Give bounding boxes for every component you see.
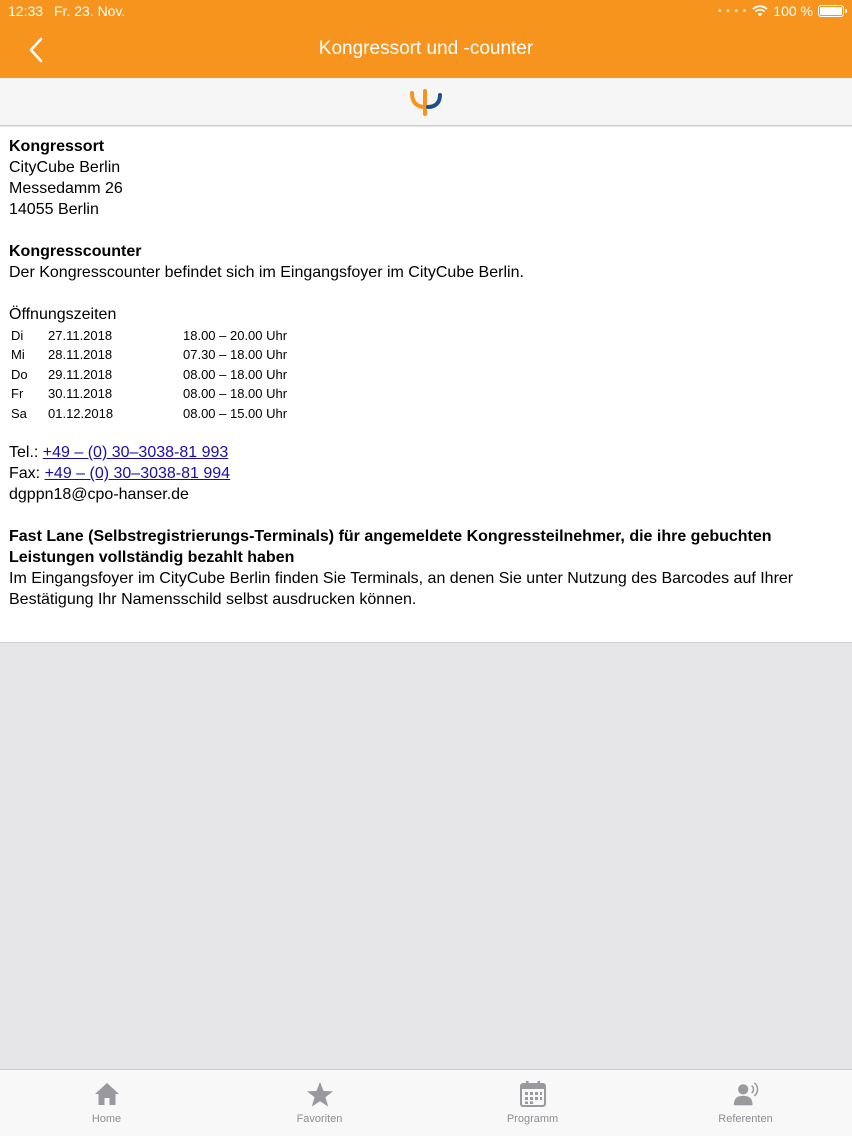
- venue-city: 14055 Berlin: [9, 201, 99, 218]
- status-indicators: [718, 3, 844, 19]
- content-panel: [0, 127, 852, 643]
- hours-date: 29.11.2018: [48, 366, 113, 382]
- hours-table: [9, 326, 287, 423]
- signal-icon: • • • •: [717, 5, 748, 17]
- hours-day: Do: [11, 366, 28, 382]
- hours-day: Sa: [11, 405, 27, 421]
- navigation-header: [0, 0, 852, 78]
- hours-date: 30.11.2018: [48, 386, 113, 402]
- hours-time: 08.00 – 18.00 Uhr: [183, 366, 288, 382]
- venue-heading: Kongressort: [9, 138, 105, 155]
- hours-day: Fr: [11, 386, 24, 402]
- fax-line: [9, 463, 843, 484]
- table-row: [9, 365, 287, 384]
- venue-street: Messedamm 26: [9, 180, 123, 197]
- battery-icon: [818, 5, 844, 17]
- phone-link[interactable]: +49 – (0) 30–3038-81 993: [42, 444, 229, 462]
- hours-section: [9, 304, 843, 423]
- venue-name: CityCube Berlin: [9, 159, 121, 176]
- hours-date: 27.11.2018: [48, 328, 113, 343]
- home-icon: [93, 1080, 121, 1108]
- contact-section: [9, 442, 843, 505]
- table-row: [9, 404, 287, 423]
- venue-section: [9, 136, 843, 220]
- email-text: dgppn18@cpo-hanser.de: [9, 486, 189, 504]
- table-row: [9, 345, 287, 364]
- tab-label: Favoriten: [296, 1113, 343, 1125]
- battery-percentage: 100 %: [773, 3, 813, 19]
- table-row: [9, 326, 287, 345]
- calendar-icon: [519, 1080, 547, 1108]
- counter-text: Der Kongresscounter befindet sich im Eingangsfoyer im CityCube Berlin.: [9, 264, 524, 281]
- tab-programm[interactable]: [426, 1070, 639, 1136]
- hours-title: Öffnungszeiten: [9, 306, 117, 323]
- star-icon: [306, 1080, 334, 1108]
- fastlane-section: [9, 526, 843, 610]
- fastlane-heading: Fast Lane (Selbstregistrierungs-Terminals) für angemeldete Kongressteilnehmer, die ihre gebuchten Leistungen vollständig bezahlt haben: [9, 528, 772, 567]
- tab-referenten[interactable]: [639, 1070, 852, 1136]
- tab-label: Programm: [506, 1113, 559, 1125]
- phone-line: [9, 442, 843, 463]
- hours-day: Di: [11, 328, 24, 343]
- status-date: Fr. 23. Nov.: [54, 3, 126, 19]
- fax-link[interactable]: +49 – (0) 30–3038-81 994: [44, 465, 231, 483]
- status-bar: [0, 0, 852, 22]
- tab-label: Home: [91, 1113, 122, 1125]
- psi-logo-icon: [408, 87, 444, 117]
- hours-time: 08.00 – 18.00 Uhr: [183, 386, 288, 402]
- fastlane-text: Im Eingangsfoyer im CityCube Berlin finden Sie Terminals, an denen Sie unter Nutzung des Barcodes auf Ihrer Bestätigung Ihr Namensschild selbst ausdrucken können.: [9, 570, 794, 609]
- phone-label: Tel.:: [9, 444, 39, 462]
- hours-time: 18.00 – 20.00 Uhr: [183, 328, 288, 343]
- speaker-icon: [732, 1080, 760, 1108]
- hours-date: 28.11.2018: [48, 347, 113, 363]
- hours-time: 08.00 – 15.00 Uhr: [183, 405, 288, 421]
- status-time: 12:33: [8, 3, 44, 19]
- counter-heading: Kongresscounter: [9, 243, 142, 260]
- page-title: Kongressort und -counter: [318, 38, 534, 59]
- tab-home[interactable]: [0, 1070, 213, 1136]
- hours-date: 01.12.2018: [48, 405, 114, 421]
- hours-time: 07.30 – 18.00 Uhr: [183, 347, 288, 363]
- counter-section: [9, 241, 843, 283]
- fax-label: Fax:: [9, 465, 41, 483]
- tab-label: Referenten: [718, 1113, 773, 1125]
- tab-bar: [0, 1069, 852, 1136]
- logo-bar: [0, 78, 852, 126]
- table-row: [9, 384, 287, 403]
- hours-day: Mi: [11, 347, 25, 363]
- wifi-icon: [752, 5, 768, 17]
- tab-favoriten[interactable]: [213, 1070, 426, 1136]
